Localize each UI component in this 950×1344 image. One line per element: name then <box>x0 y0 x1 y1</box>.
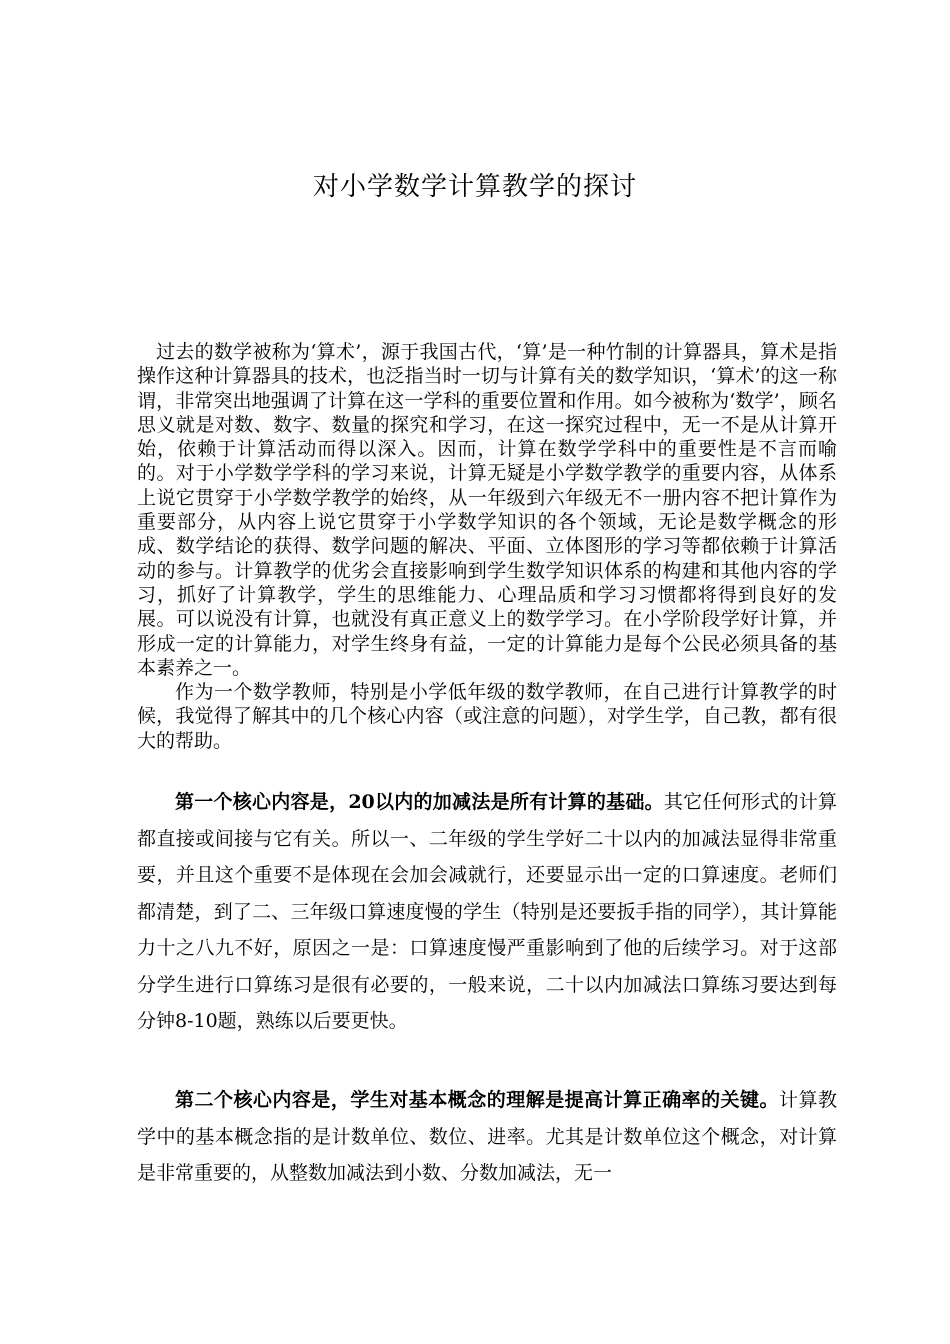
paragraph-intro: 过去的数学被称为‘算术’，源于我国古代，‘算’是一种竹制的计算器具，算术是指操作这种计算器具的技术，也泛指当时一切与计算有关的数学知识，‘算术’的这一称谓，非常突出地强调了计算在这一学科的重要位置和作用。如今被称为‘数学’，顾名思义就是对数、数字、数量的探究和学习，在这一探究过程中，无一不是从计算开始，依赖于计算活动而得以深入。因而，计算在数学学科中的重要性是不言而喻的。对于小学数学学科的学习来说，计算无疑是小学数学教学的重要内容，从体系上说它贯穿于小学数学教学的始终，从一年级到六年级无不一册内容不把计算作为重要部分，从内容上说它贯穿于小学数学知识的各个领域，无论是数学概念的形成、数学结论的获得、数学问题的解决、平面、立体图形的学习等都依赖于计算活动的参与。计算教学的优劣会直接影响到学生数学知识体系的构建和其他内容的学习，抓好了计算教学，学生的思维能力、心理品质和学习习惯都将得到良好的发展。可以说没有计算，也就没有真正意义上的数学学习。在小学阶段学好计算，并形成一定的计算能力，对学生终身有益，一定的计算能力是每个公民必须具备的基本素养之一。 <box>137 341 837 679</box>
core-2-text: 计算教学中的基本概念指的是计数单位、数位、进率。尤其是计数单位这个概念，对计算是非常重要的，从整数加减法到小数、分数加减法，无一 <box>137 1089 837 1184</box>
paragraph-teacher: 作为一个数学教师，特别是小学低年级的数学教师，在自己进行计算教学的时候，我觉得了解其中的几个核心内容（或注意的问题），对学生学，自己教，都有很大的帮助。 <box>137 681 837 752</box>
core-2-heading: 第二个核心内容是，学生对基本概念的理解是提高计算正确率的关键。 <box>175 1089 780 1111</box>
core-content-2-section <box>137 1082 837 1192</box>
document-title: 对小学数学计算教学的探讨 <box>312 172 637 202</box>
core-1-heading: 第一个核心内容是，20以内的加减法是所有计算的基础。 <box>175 791 664 813</box>
core-content-1-section <box>137 784 837 1040</box>
paragraph-core-1 <box>137 784 837 1040</box>
intro-section <box>137 340 837 753</box>
paragraph-core-2 <box>137 1082 837 1192</box>
core-1-text: 其它任何形式的计算都直接或间接与它有关。所以一、二年级的学生学好二十以内的加减法显得非常重要，并且这个重要不是体现在会加会减就行，还要显示出一定的口算速度。老师们都清楚，到了二、三年级口算速度慢的学生（特别是还要扳手指的同学），其计算能力十之八九不好，原因之一是：口算速度慢严重影响到了他的后续学习。对于这部分学生进行口算练习是很有必要的，一般来说，二十以内加减法口算练习要达到每分钟8-10题，熟练以后要更快。 <box>137 791 837 1032</box>
